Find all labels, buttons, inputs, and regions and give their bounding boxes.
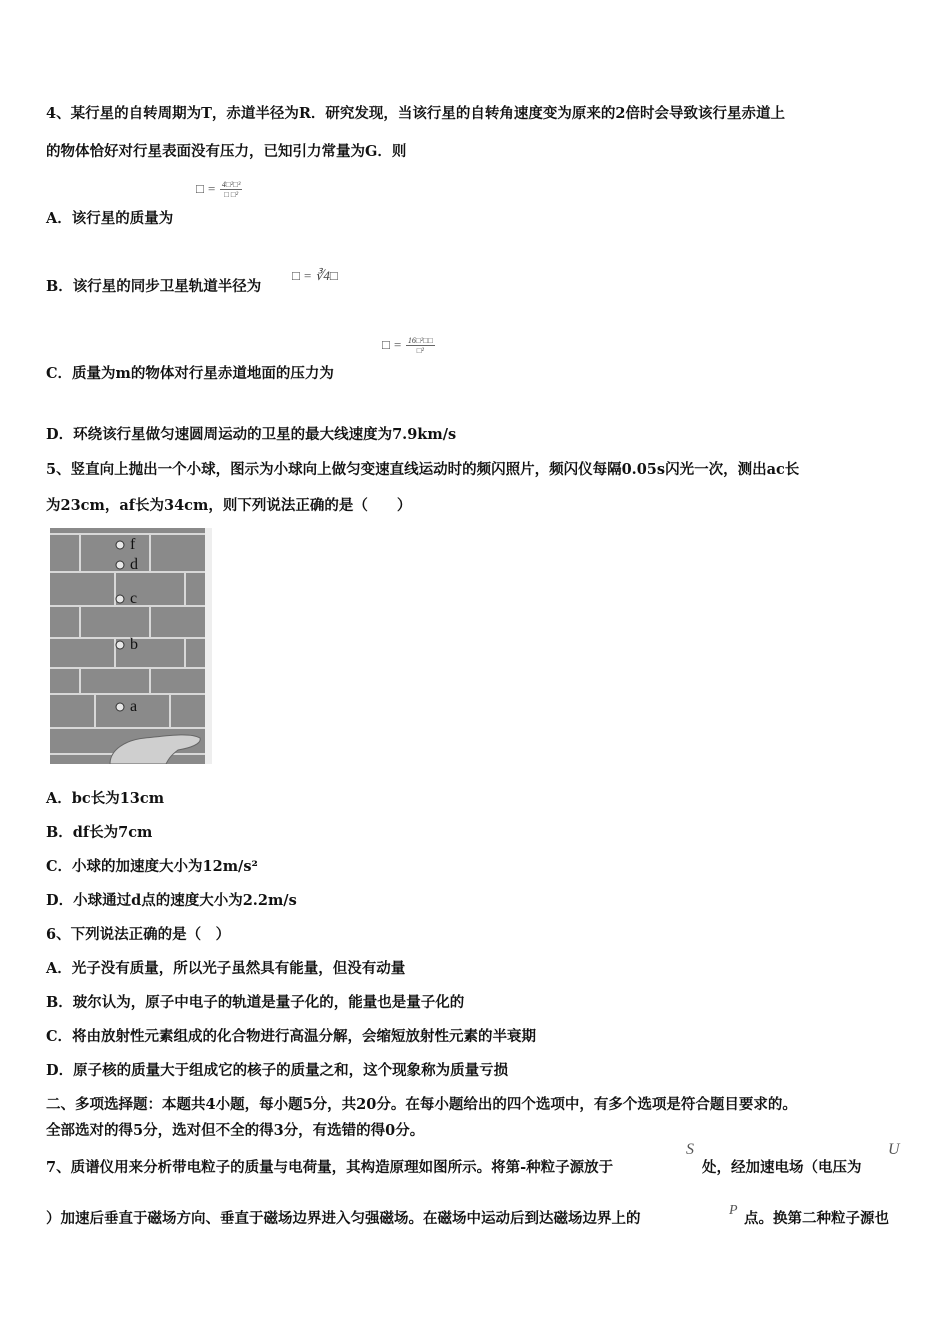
q4-formula-c-lhs: □ = <box>382 337 402 353</box>
q5-stem-line2: 为23cm，af长为34cm，则下列说法正确的是（ ） <box>46 497 412 514</box>
ball-a <box>116 703 124 711</box>
strobe-photo <box>50 528 212 764</box>
q4-formula-c-den: □² <box>416 346 424 355</box>
q4-formula-c-num: 16□²□□ <box>407 336 433 345</box>
label-d: d <box>130 556 138 573</box>
q4-formula-c <box>382 336 435 355</box>
q7-line1 <box>46 1156 613 1177</box>
label-c: c <box>130 590 138 607</box>
q6-option-c: C．将由放射性元素组成的化合物进行高温分解，会缩短放射性元素的半衰期 <box>46 1028 537 1045</box>
q4-option-b: B．该行星的同步卫星轨道半径为 <box>46 278 262 295</box>
section2-line1: 二、多项选择题：本题共4小题，每小题5分，共20分。在每小题给出的四个选项中，有多个选项是符合题目要求的。 <box>46 1096 797 1113</box>
q4-stem-line2: 的物体恰好对行星表面没有压力，已知引力常量为G．则 <box>46 143 407 160</box>
q4-formula-a <box>196 180 242 199</box>
q4-formula-a-num: 4□²□³ <box>221 180 241 189</box>
q5-stem-line1: 5、竖直向上抛出一个小球，图示为小球向上做匀变速直线运动时的频闪照片，频闪仪每隔0.05s闪光一次，测出ac长 <box>46 461 800 478</box>
q4-formula-b: □ = ∛4□ <box>292 268 338 283</box>
q4-option-a: A．该行星的质量为 <box>46 210 174 227</box>
q4-formula-c-fraction <box>406 336 435 355</box>
q7-line1-text: 7、质谱仪用来分析带电粒子的质量与电荷量，其构造原理如图所示。将第-种粒子源放于 <box>46 1159 614 1176</box>
q4-stem-line1: 4、某行星的自转周期为T，赤道半径为R．研究发现，当该行星的自转角速度变为原来的2倍时会导致该行星赤道上 <box>46 105 786 122</box>
label-f: f <box>130 536 136 553</box>
q4-formula-a-den: □ □² <box>224 190 239 199</box>
q7-line2-start: ）加速后垂直于磁场方向、垂直于磁场边界进入匀强磁场。在磁场中运动后到达磁场边界上的 <box>46 1210 641 1227</box>
label-b: b <box>130 636 138 653</box>
q4-formula-a-fraction <box>220 180 242 199</box>
ball-b <box>116 641 124 649</box>
label-a: a <box>130 698 138 715</box>
q7-line2-end: 点。换第二种粒子源也 <box>744 1210 889 1227</box>
q6-option-d: D．原子核的质量大于组成它的核子的质量之和，这个现象称为质量亏损 <box>46 1062 509 1079</box>
q6-option-a: A．光子没有质量，所以光子虽然具有能量，但没有动量 <box>46 960 406 977</box>
q7-symbol-u: U <box>888 1141 900 1158</box>
q7-line1-mid: 处，经加速电场（电压为 <box>702 1159 862 1176</box>
ball-d <box>116 561 124 569</box>
q6-option-b: B．玻尔认为，原子中电子的轨道是量子化的，能量也是量子化的 <box>46 994 465 1011</box>
q5-option-a: A．bc长为13cm <box>46 790 165 807</box>
q7-symbol-s: S <box>686 1141 694 1158</box>
q5-option-b: B．df长为7cm <box>46 824 153 841</box>
ball-f <box>116 541 124 549</box>
q4-option-c: C．质量为m的物体对行星赤道地面的压力为 <box>46 365 334 382</box>
q4-formula-a-lhs: □ = <box>196 181 216 197</box>
q5-option-c: C．小球的加速度大小为12m/s² <box>46 858 258 875</box>
q5-option-d: D．小球通过d点的速度大小为2.2m/s <box>46 892 297 909</box>
q6-stem: 6、下列说法正确的是（ ） <box>46 926 231 943</box>
ball-c <box>116 595 124 603</box>
section2-line2: 全部选对的得5分，选对但不全的得3分，有选错的得0分。 <box>46 1122 425 1139</box>
q7-symbol-p: P <box>729 1203 738 1218</box>
q4-option-d: D．环绕该行星做匀速圆周运动的卫星的最大线速度为7.9km/s <box>46 426 457 443</box>
